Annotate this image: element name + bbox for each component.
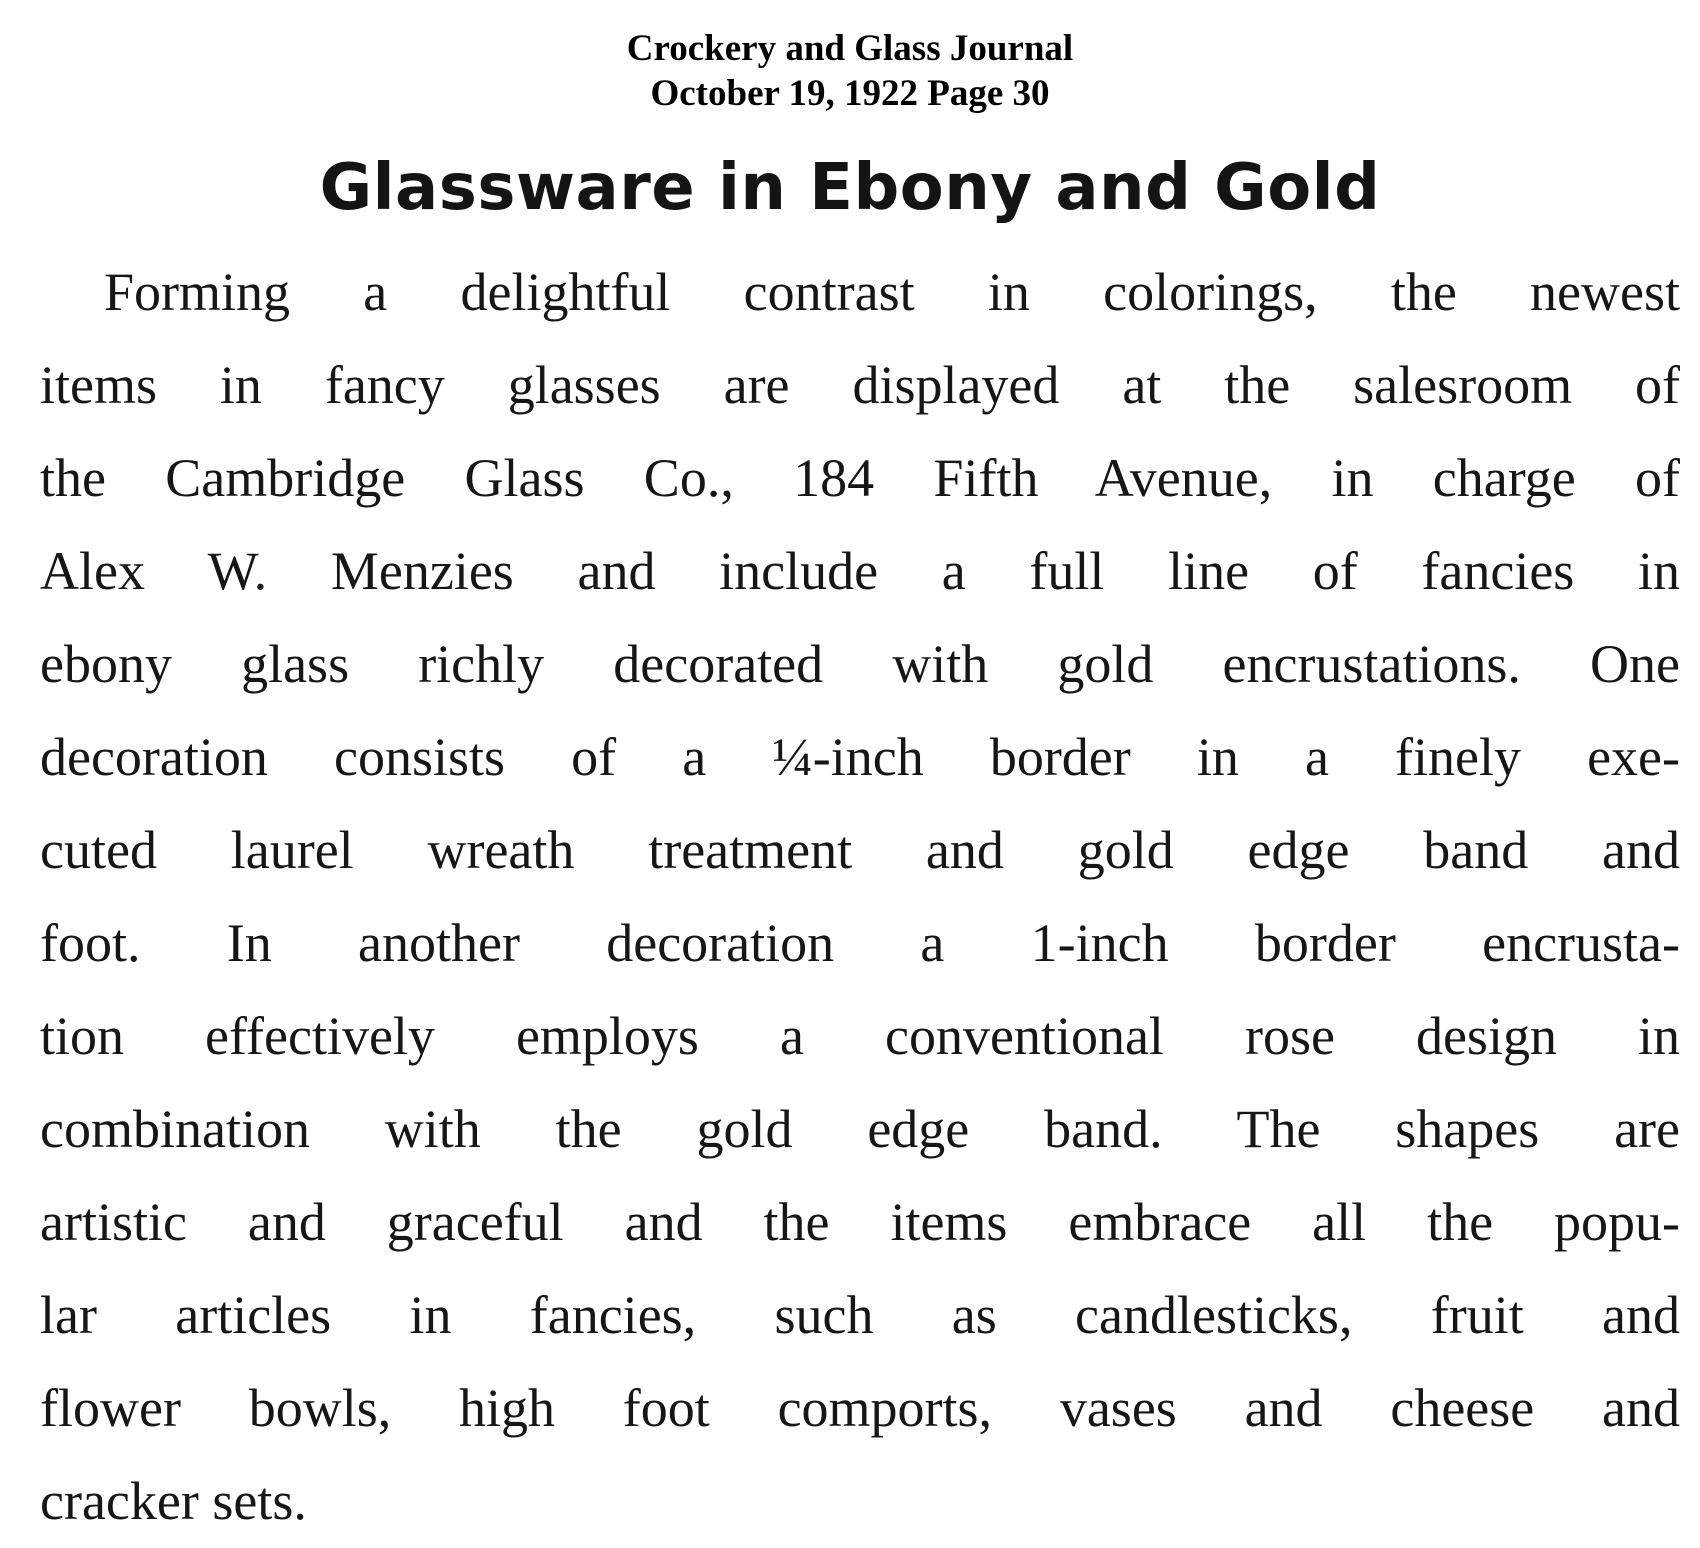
publication-date-page: October 19, 1922 Page 30 — [650, 73, 1050, 114]
publication-name: Crockery and Glass Journal — [626, 28, 1074, 69]
article-line: cracker sets. — [40, 1471, 307, 1531]
article-line: flower bowls, high foot comports, vases and cheese and — [40, 1378, 1680, 1438]
article-line: ebony glass richly decorated with gold encrustations. One — [40, 634, 1680, 694]
article-line: foot. In another decoration a 1-inch border encrusta- — [40, 913, 1680, 973]
article-line: combination with the gold edge band. The shapes are — [40, 1099, 1680, 1159]
article-line: the Cambridge Glass Co., 184 Fifth Avenue, in charge of — [40, 448, 1680, 508]
article-line: Forming a delightful contrast in colorings, the newest — [104, 262, 1680, 322]
article-headline: Glassware in Ebony and Gold — [319, 151, 1381, 225]
article-line: Alex W. Menzies and include a full line of fancies in — [40, 541, 1680, 601]
article-line: items in fancy glasses are displayed at the salesroom of — [40, 355, 1680, 415]
article-line: artistic and graceful and the items embrace all the popu- — [40, 1192, 1680, 1252]
article-body — [40, 246, 1680, 1548]
article-line: decoration consists of a ¼-inch border in a finely exe- — [40, 727, 1680, 787]
source-citation — [0, 26, 1700, 116]
article-line: tion effectively employs a conventional rose design in — [40, 1006, 1680, 1066]
article-line: cuted laurel wreath treatment and gold edge band and — [40, 820, 1680, 880]
article-line: lar articles in fancies, such as candlesticks, fruit and — [40, 1285, 1680, 1345]
